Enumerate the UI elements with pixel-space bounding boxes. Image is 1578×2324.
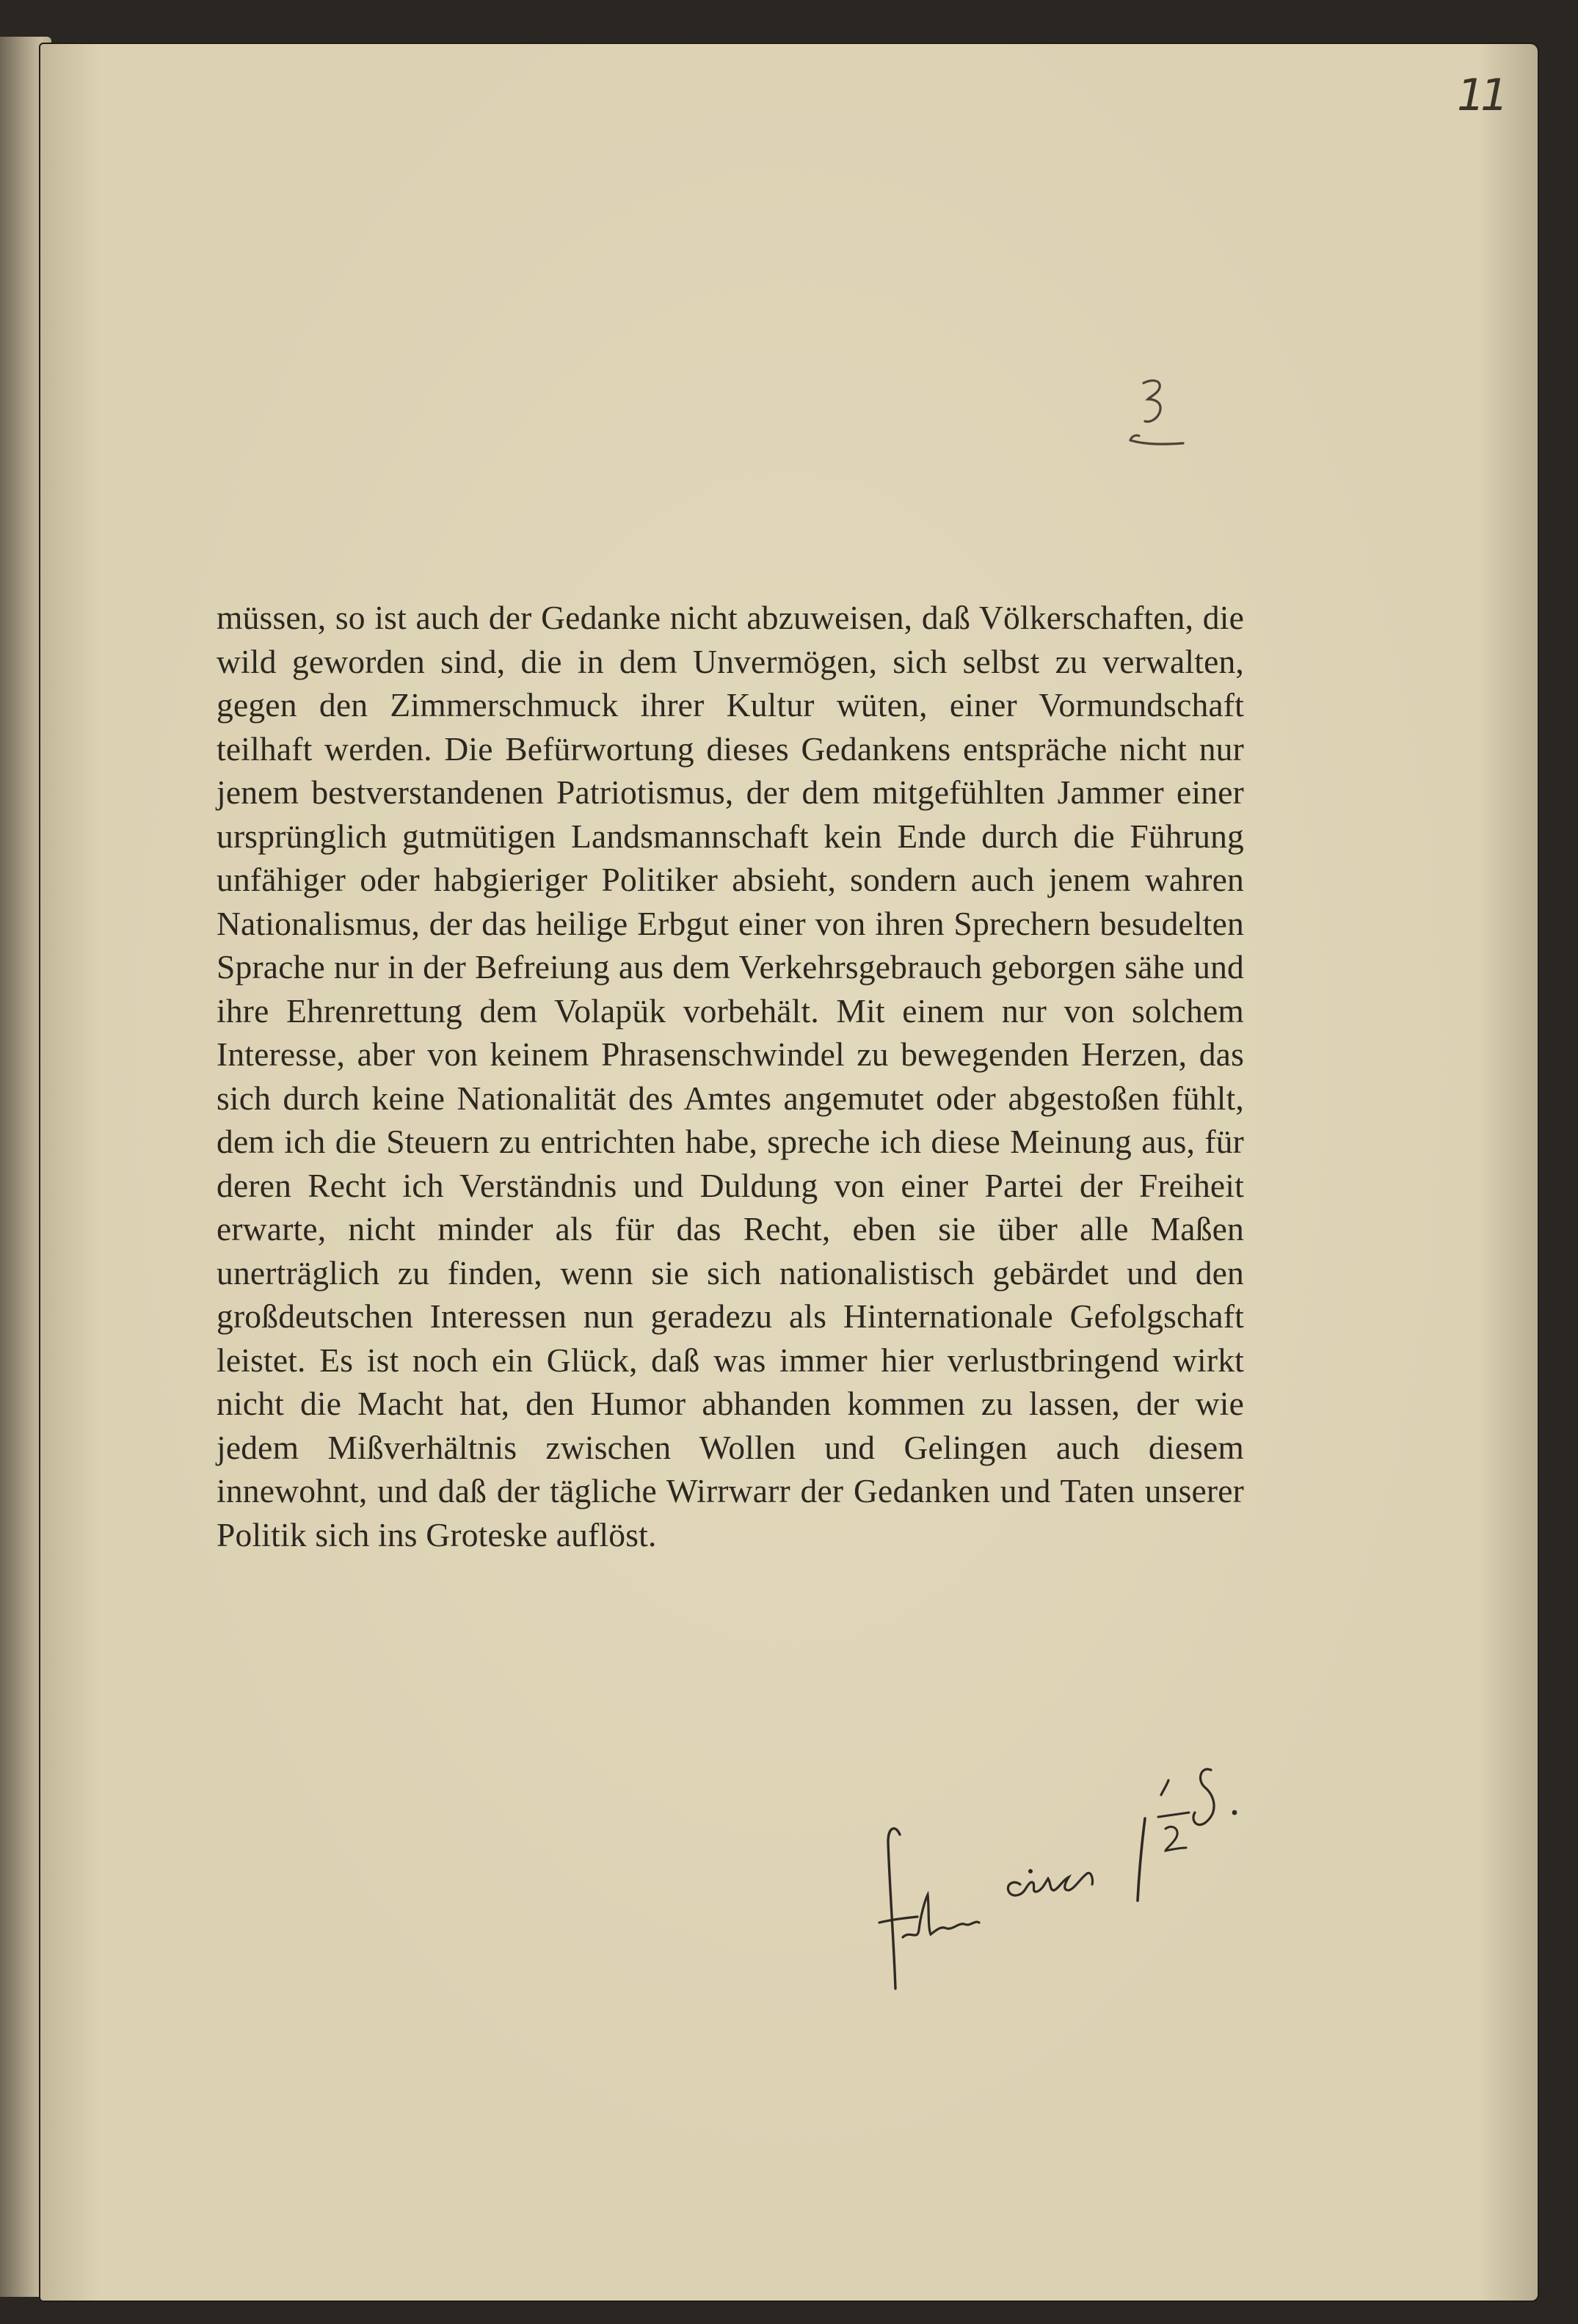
page-number: 11: [1457, 70, 1505, 121]
pencil-annotation-mark: [1123, 374, 1189, 455]
body-paragraph: müssen, so ist auch der Gedanke nicht abzuweisen, daß Völkerschaften, die wild geworden sind, die in dem Unvermögen, sich selbst zu verwalten, gegen den Zimmerschmuck ihrer Kultur wüten, einer Vormundschaft teilhaft werden. Die Befürwortung dieses Gedankens entspräche nicht nur jenem bestverstandenen Patriotismus, der dem mitgefühlten Jammer einer ursprünglich gutmütigen Landsmannschaft kein Ende durch die Führung unfähiger oder habgieriger Politiker absieht, sondern auch jenem wahren Nationalismus, der das heilige Erbgut einer von ihren Sprechern besudelten Sprache nur in der Befreiung aus dem Verkehrsgebrauch geborgen sähe und ihre Ehrenrettung dem Volapük vorbehält. Mit einem nur von solchem Interesse, aber von keinem Phrasenschwindel zu bewegenden Herzen, das sich durch keine Nationalität des Amtes angemutet oder abgestoßen fühlt, dem ich die Steuern zu entrichten habe, spreche ich diese Meinung aus, für deren Recht ich Verständnis und Duldung von einer Partei der Freiheit erwarte, nicht minder als für das Recht, eben sie über alle Maßen unerträglich zu finden, wenn sie sich nationalistisch gebärdet und den großdeutschen Interessen nun geradezu als Hinternationale Gefolgschaft leistet. Es ist noch ein Glück, daß was immer hier verlustbringend wirkt nicht die Macht hat, den Humor abhanden kommen zu lassen, der wie jedem Mißverhältnis zwischen Wollen und Gelingen auch diesem innewohnt, und daß der tägliche Wirrwarr der Gedanken und Taten unserer Politik sich ins Groteske auflöst.: [217, 599, 1244, 1553]
handwritten-signature-note: [873, 1754, 1284, 1996]
